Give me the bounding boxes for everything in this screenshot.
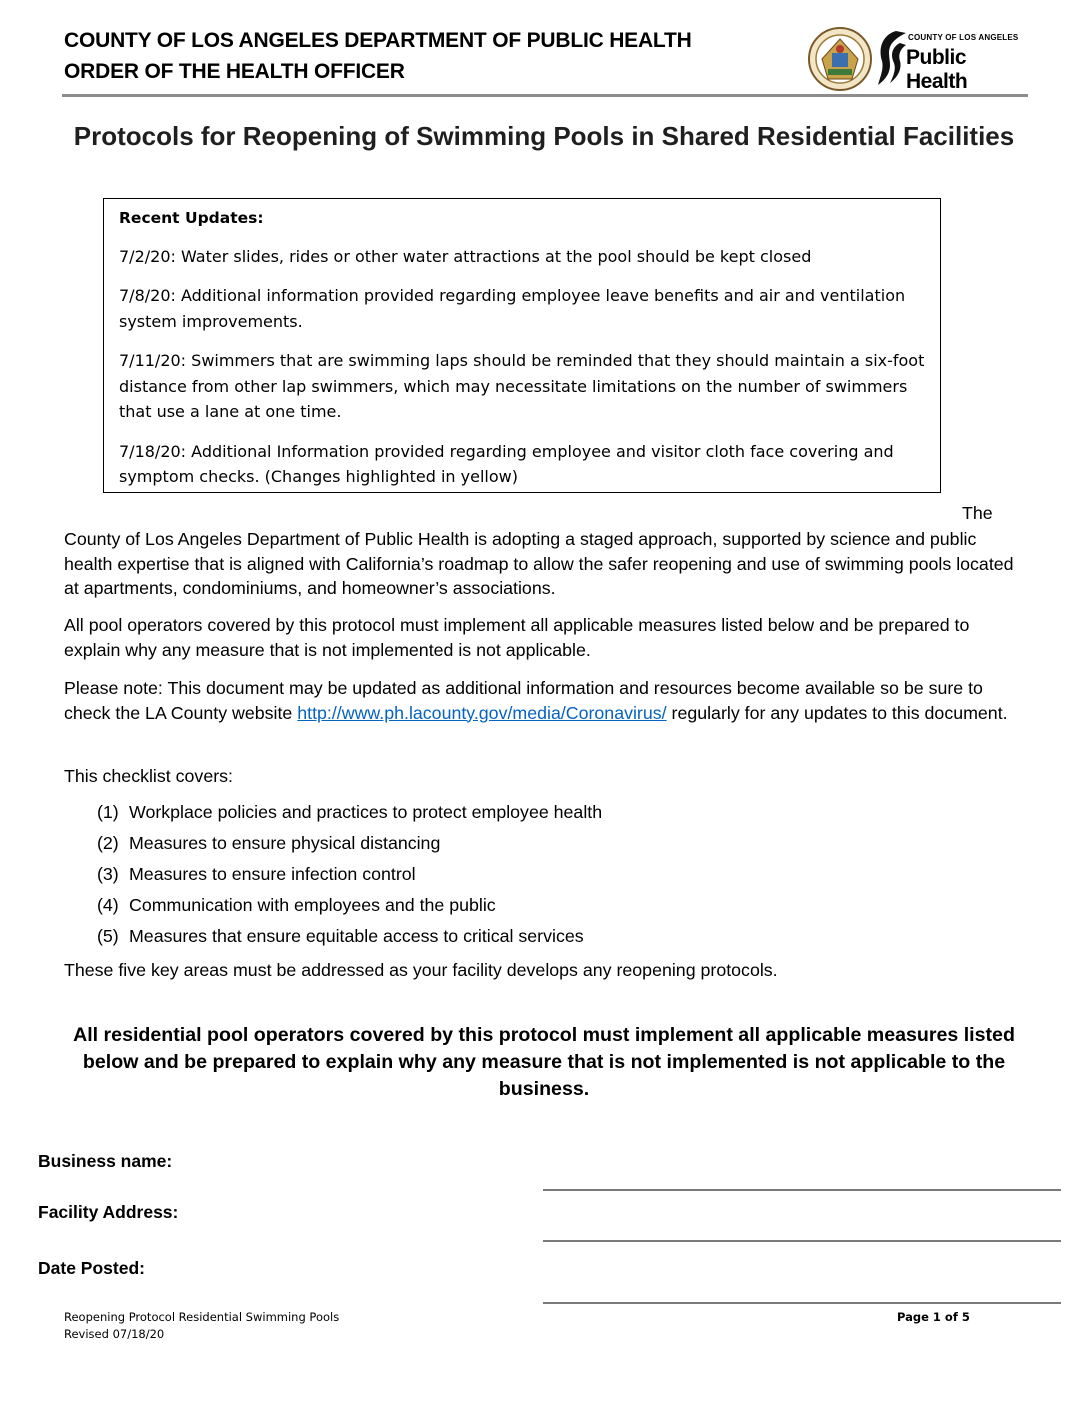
checklist-item: (4) Communication with employees and the public bbox=[97, 895, 496, 915]
bold-notice: All residential pool operators covered by this protocol must implement all applicable measures listed below and be prepared to explain why any measure that is not implemented is not applicable to the business. bbox=[73, 1024, 1015, 1100]
checklist-intro: This checklist covers: bbox=[64, 766, 233, 786]
header-line-2: ORDER OF THE HEALTH OFFICER bbox=[64, 60, 405, 83]
intro-the: The bbox=[962, 503, 993, 523]
update-item: 7/18/20: Additional Information provided regarding employee and visitor cloth face covering and symptom checks. (Changes highlighted in yellow) bbox=[119, 441, 894, 486]
date-posted-label: Date Posted: bbox=[38, 1258, 145, 1278]
public-health-logo bbox=[876, 29, 1026, 93]
checklist-item: (1) Workplace policies and practices to protect employee health bbox=[97, 802, 603, 822]
footer-page-number: Page 1 of 5 bbox=[897, 1310, 970, 1324]
date-posted-line[interactable] bbox=[543, 1302, 1061, 1304]
intro-text: regularly for any updates to this document. bbox=[666, 702, 1008, 723]
business-name-label: Business name: bbox=[38, 1151, 173, 1171]
update-item: 7/2/20: Water slides, rides or other water attractions at the pool should be kept closed bbox=[119, 246, 812, 266]
checklist-item: (3) Measures to ensure infection control bbox=[97, 864, 416, 884]
checklist-item: (2) Measures to ensure physical distancing bbox=[97, 833, 441, 853]
page-title: Protocols for Reopening of Swimming Pools in Shared Residential Facilities bbox=[73, 121, 1015, 151]
intro-paragraph-1 bbox=[64, 527, 1024, 601]
intro-text: County of Los Angeles Department of Public Health is adopting a staged approach, supported by science and public health expertise that is aligned with California’s roadmap to allow the safer reopening and use of swimming pools located at apartments, condominiums, and homeowner’s associations. bbox=[64, 529, 1014, 598]
header-divider bbox=[62, 94, 1028, 97]
intro-text: All pool operators covered by this protocol must implement all applicable measures listed below and be prepared to explain why any measure that is not implemented is not applicable. bbox=[64, 615, 970, 660]
updates-heading: Recent Updates: bbox=[119, 209, 264, 227]
header-line-1: COUNTY OF LOS ANGELES DEPARTMENT OF PUBLIC HEALTH bbox=[64, 29, 692, 52]
intro-text: Please note: This document may be updated as additional information and resources become available so be sure to check the LA County website bbox=[64, 678, 983, 723]
intro-paragraph-3 bbox=[64, 676, 1024, 725]
logo-text-public-health: Public Health bbox=[906, 46, 968, 93]
footer-doc-name: Reopening Protocol Residential Swimming Pools bbox=[64, 1310, 340, 1324]
checklist-item: (5) Measures that ensure equitable access to critical services bbox=[97, 926, 584, 946]
update-item: 7/8/20: Additional information provided regarding employee leave benefits and air and ventilation system improvements. bbox=[119, 286, 906, 331]
business-name-line[interactable] bbox=[543, 1189, 1061, 1191]
after-list-text: These five key areas must be addressed as your facility develops any reopening protocols. bbox=[64, 960, 778, 980]
facility-address-label: Facility Address: bbox=[38, 1202, 179, 1222]
intro-paragraph-2 bbox=[64, 613, 1024, 662]
checklist bbox=[97, 797, 602, 952]
county-seal-logo bbox=[808, 27, 872, 91]
logo-text-county: COUNTY OF LOS ANGELES bbox=[908, 33, 1019, 42]
facility-address-line[interactable] bbox=[543, 1240, 1061, 1242]
footer-revised: Revised 07/18/20 bbox=[64, 1327, 165, 1341]
update-item: 7/11/20: Swimmers that are swimming laps should be reminded that they should maintain a six-foot distance from other lap swimmers, which may necessitate limitations on the number of swimmers that use a lane at one time. bbox=[119, 351, 925, 421]
coronavirus-website-link[interactable]: http://www.ph.lacounty.gov/media/Coronavirus/ bbox=[297, 702, 667, 723]
recent-updates-box bbox=[103, 198, 941, 493]
